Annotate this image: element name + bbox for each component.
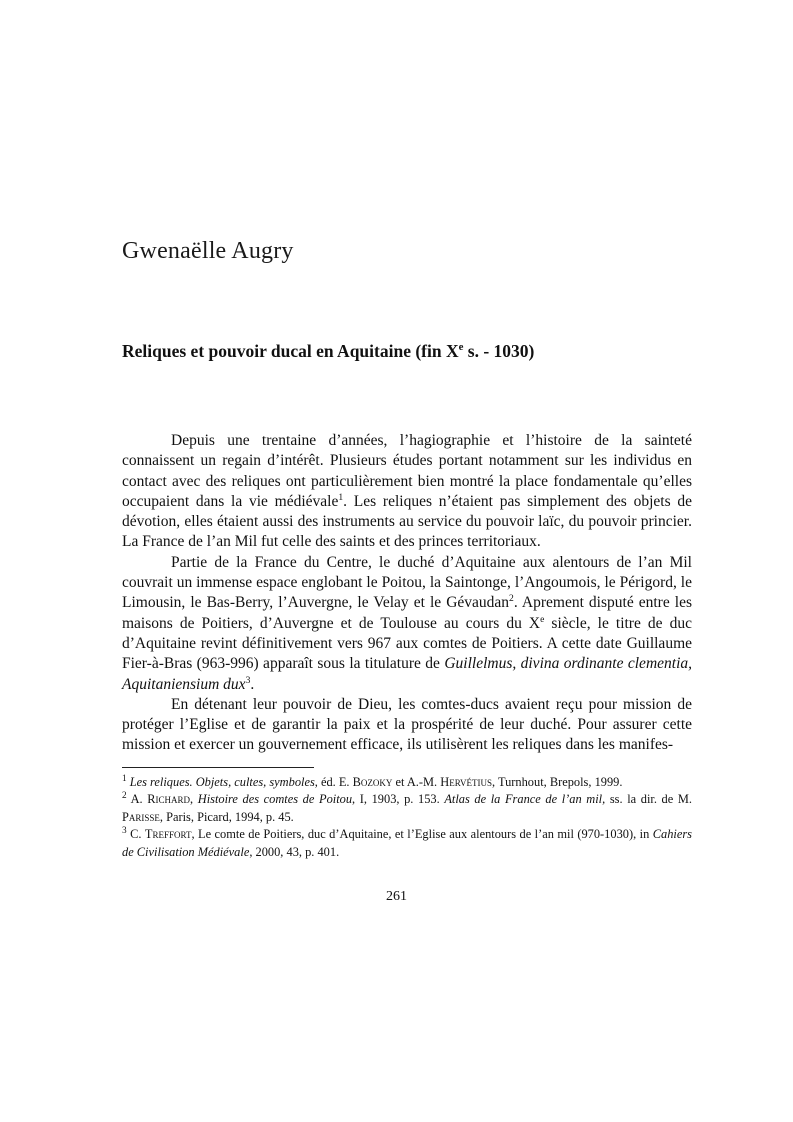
title-text: Reliques et pouvoir ducal en Aquitaine (fin X (122, 341, 459, 361)
footnote-1-name: Bozoky (352, 775, 393, 789)
paragraph-1 (122, 431, 692, 553)
footnote-2-text: A. (130, 792, 148, 807)
paragraph-2 (122, 553, 692, 695)
article-title (122, 341, 534, 362)
paragraph-3: En détenant leur pouvoir de Dieu, les comtes-ducs avaient reçu pour mission de protéger l’Eglise et de garantir la paix et la prospérité de leur duché. Pour assurer cette mission et exercer un gouvernement efficace, ils utilisèrent les reliques dans les manifes- (122, 695, 692, 754)
footnote-2 (122, 791, 692, 826)
footnote-separator (122, 767, 314, 768)
paragraph-2-text-end: . (250, 675, 255, 693)
footnote-1-text-3: , Turnhout, Brepols, 1999. (491, 775, 623, 789)
footnote-2-title: Histoire des comtes de Poitou (197, 792, 353, 807)
footnote-3-number: 3 (122, 826, 127, 837)
footnote-1-title: Les reliques. Objets, cultes, symboles (129, 775, 315, 789)
title-superscript: e (458, 341, 464, 354)
paragraph-1-text: Depuis une trentaine d’années, l’hagiographie et l’histoire de la sainteté connaissent un regain d’intérêt. Plusieurs études portant notamment sur les individus en contact avec des reliques ont particulièrement bien montré la place fondamentale qu’elles occupaient dans la vie médiévale (122, 432, 692, 510)
footnote-ref-2: 2 (509, 593, 514, 605)
paragraph-2-text-cont: siècle, le titre de duc d’Aquitaine revint définitivement vers 967 aux comtes de Poitiers. A cette date Guillaume Fier-à-Bras (963-996) apparaît sous la titulature de (122, 614, 692, 673)
footnote-2-text-5: , Paris, Picard, 1994, p. 45. (159, 809, 294, 824)
footnote-1-text-2: et A.-M. (392, 775, 441, 789)
footnote-1 (122, 774, 692, 791)
paragraph-2-text: Partie de la France du Centre, le duché d’Aquitaine aux alentours de l’an Mil couvrait un immense espace englobant le Poitou, la Saintonge, l’Angoumois, le Périgord, le Limousin, le Bas-Berry, l’Auvergne, le Velay et le Gévaudan (122, 553, 692, 612)
footnote-2-text-3: , I, 1903, p. 153. (352, 792, 445, 807)
latin-title: Guillelmus, divina ordinante clementia, Aquitaniensium dux (122, 655, 693, 693)
footnote-3-name: Treffort (144, 827, 192, 842)
footnote-3-text: C. (130, 827, 145, 842)
footnote-1-text: , éd. E. (314, 775, 353, 789)
footnotes (122, 774, 692, 861)
footnote-ref-1: 1 (338, 491, 344, 503)
article-body (122, 431, 692, 756)
author-name: Gwenaëlle Augry (122, 238, 294, 264)
footnote-2-number: 2 (122, 791, 127, 802)
century-superscript: e (540, 613, 545, 625)
page-number: 261 (386, 889, 407, 904)
footnote-2-name: Richard (147, 792, 191, 807)
footnote-2-name-2: Parisse (122, 809, 160, 824)
footnote-1-name-2: Hervétius (440, 775, 492, 789)
footnote-2-text-4: ss. la dir. de M. (605, 792, 692, 807)
footnote-ref-3: 3 (245, 674, 251, 686)
footnote-3-text-2: , Le comte de Poitiers, duc d’Aquitaine, et l’Eglise aux alentours de l’an mil (970-1030), in (191, 827, 653, 842)
footnote-2-text-2: , (190, 792, 198, 807)
title-text-end: s. - 1030) (463, 341, 535, 361)
footnote-1-number: 1 (122, 773, 127, 784)
footnote-3-text-3: , 2000, 43, p. 401. (249, 844, 340, 859)
footnote-3 (122, 826, 692, 861)
footnote-2-title-2: Atlas de la France de l’an mil, (444, 792, 606, 807)
paragraph-1-text-end: . Les reliques n’étaient pas simplement des objets de dévotion, elles étaient aussi des instruments au service du pouvoir laïc, du pouvoir princier. La France de l’an Mil fut celle des saints et des princes territoriaux. (122, 492, 692, 551)
paragraph-2-text-mid: . Aprement disputé entre les maisons de Poitiers, d’Auvergne et de Toulouse au cours du X (122, 594, 692, 632)
footnote-3-title: Cahiers de Civilisation Médiévale (122, 827, 692, 859)
